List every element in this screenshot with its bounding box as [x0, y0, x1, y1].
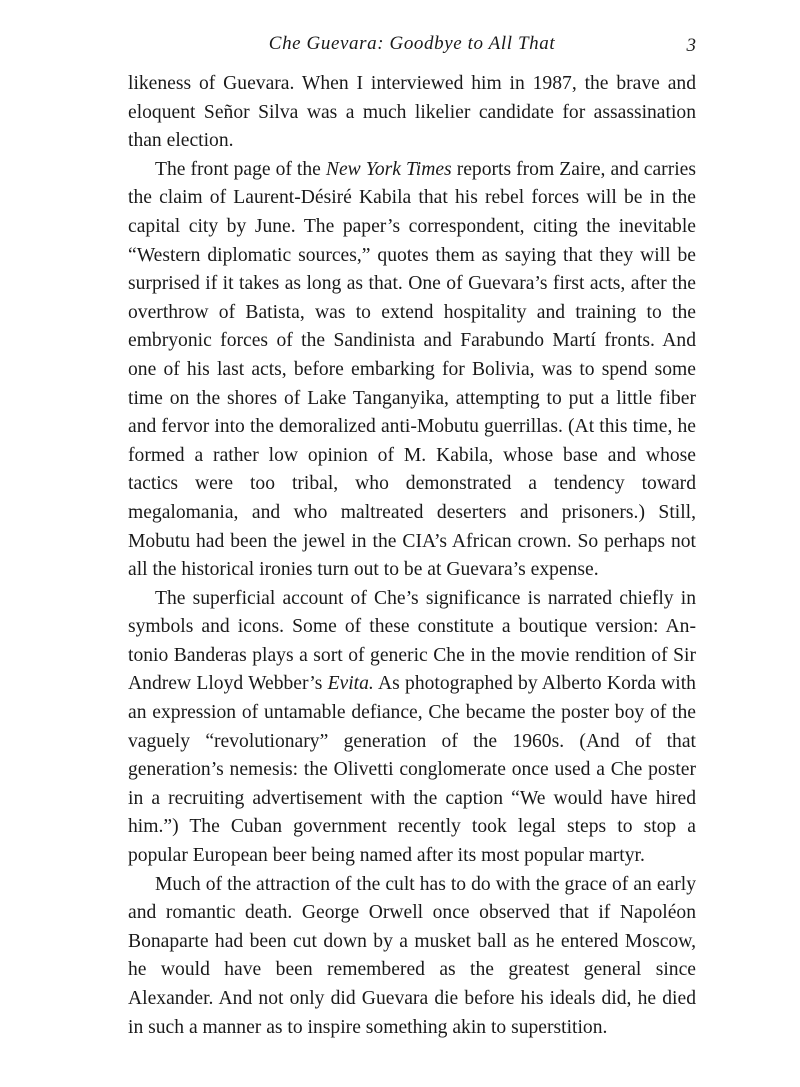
paragraph [128, 585, 696, 871]
text-run: reports from Zaire, and carries the claim of Laurent-Désiré Kabila that his rebel forces will be in the capital city by June. The paper’s correspondent, citing the inevitable “Western diplomatic sources,” quotes them as saying that they will be surprised if it takes as long as that. One of Guevara’s first acts, after the overthrow of Batista, was to extend hospitality and training to the embryonic forces of the Sandinista and Farabundo Martí fronts. And one of his last acts, before embarking for Bolivia, was to spend some time on the shores of Lake Tanganyika, attempting to put a little fiber and fervor into the demoralized anti-Mobutu guerrillas. (At this time, he formed a rather low opinion of M. Kabila, whose base and whose tactics were too tribal, who demonstrated a tendency toward megalomania, and who maltreated deserters and prisoners.) Still, Mobutu had been the jewel in the CIA’s African crown. So perhaps not all the historical ironies turn out to be at Guevara’s expense. [128, 158, 696, 581]
text-run: The front page of the [155, 158, 326, 180]
paragraph [128, 156, 696, 585]
text-run: likeness of Guevara. When I interviewed him in 1987, the brave and eloquent Señor Silva was a much likelier candidate for assassination than election. [128, 73, 696, 152]
page-number: 3 [686, 35, 696, 56]
text-run: The superficial account of Che’s significance is narrated chiefly in symbols and icons. Some of these constitute a boutique version: Antonio Banderas plays a sort of generic Che in the movie rendition of Sir Andrew Lloyd Webber’s [128, 587, 696, 695]
running-head [128, 30, 696, 58]
newspaper-title: New York Times [325, 158, 452, 180]
musical-title: Evita. [327, 673, 374, 695]
body-text [128, 70, 696, 1042]
paragraph [128, 70, 696, 156]
text-run: Much of the attraction of the cult has to do with the grace of an early and romantic death. George Orwell once observed that if Napoléon Bonaparte had been cut down by a musket ball as he entered Moscow, he would have been remembered as the greatest general since Alexander. And not only did Guevara die before his ideals did, he died in such a manner as to inspire something akin to superstition. [128, 873, 696, 1038]
running-title: Che Guevara: Goodbye to All That [268, 33, 556, 54]
text-run: As photographed by Alberto Korda with an expression of untamable defiance, Che became the poster boy of the vaguely “revolutionary” generation of the 1960s. (And of that generation’s nemesis: the Olivetti conglomerate once used a Che poster in a recruiting advertisement with the caption “We would have hired him.”) The Cuban government recently took legal steps to stop a popular European beer being named after its most popular martyr. [128, 673, 696, 867]
paragraph [128, 871, 696, 1043]
